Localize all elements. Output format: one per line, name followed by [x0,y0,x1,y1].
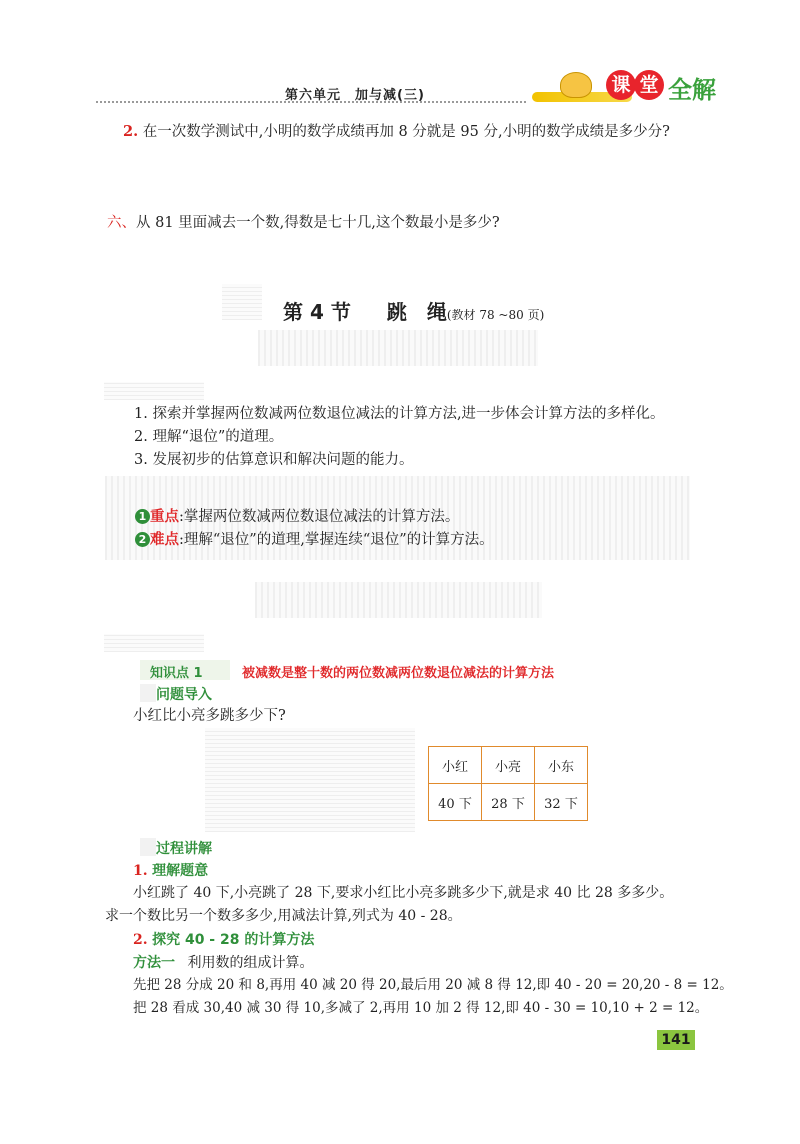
table-cell: 32 下 [535,784,588,821]
intro-heading: 问题导入 [156,687,212,703]
logo-char-2: 堂 [634,70,664,100]
method-1-label: 方法一 [133,955,175,971]
goal-1 [134,404,665,424]
method-2-line: 把 28 看成 30,40 减 30 得 10,多减了 2,再用 10 加 2 得 12,即 40 - 30 = 10,10 + 2 = 12。 [133,1000,709,1016]
step-1-title: 理解题意 [152,863,209,879]
textbook-reference: (教材 78 ~80 页) [446,308,545,322]
data-table-wrapper [428,746,588,821]
keypoint-1-badge: 1 [135,509,150,524]
question-6-text: 从 81 里面减去一个数,得数是七十几,这个数最小是多少? [136,215,500,231]
step-1-line-1: 小红跳了 40 下,小亮跳了 28 下,要求小红比小亮多跳多少下,就是求 40 比 28 多多少。 [133,885,674,901]
table-header-cell: 小红 [429,747,482,784]
goal-3-text: 发展初步的估算意识和解决问题的能力。 [152,452,414,468]
method-1-desc: 利用数的组成计算。 [187,955,314,971]
keypoint-1-text: :掌握两位数减两位数退位减法的计算方法。 [179,509,460,525]
keypoint-2-badge: 2 [135,532,150,547]
section-title [283,296,544,325]
goal-2 [134,427,283,447]
method-1-line: 先把 28 分成 20 和 8,再用 40 减 20 得 20,最后用 20 减 8 得 12,即 40 - 20 = 20,20 - 8 = 12。 [133,977,733,993]
table-cell: 40 下 [429,784,482,821]
section-title-decoration [222,284,262,320]
step-1-heading [133,860,208,880]
section-name: 跳 绳 [386,300,447,324]
knowledge-point-title: 被减数是整十数的两位数减两位数退位减法的计算方法 [242,666,555,681]
table-header-cell: 小亮 [482,747,535,784]
goal-1-number: 1. [134,406,148,422]
header-divider [96,101,526,103]
faded-label-2 [104,634,204,652]
step-1-number: 1. [133,863,148,879]
question-6 [107,213,500,233]
step-2-title: 探究 40 - 28 的计算方法 [152,932,315,948]
table-cell: 28 下 [482,784,535,821]
keypoint-2-label: 难点 [150,532,179,548]
jump-rope-illustration [205,728,415,832]
data-table [428,746,588,821]
process-heading: 过程讲解 [156,841,212,857]
goal-3 [134,450,413,470]
knowledge-point-label: 知识点 1 [150,666,203,681]
logo-char-1: 课 [606,70,636,100]
process-marker [140,838,156,856]
keypoint-2-text: :理解“退位”的道理,掌握连续“退位”的计算方法。 [179,532,494,548]
goal-1-text: 探索并掌握两位数减两位数退位减法的计算方法,进一步体会计算方法的多样化。 [152,406,665,422]
method-1 [133,952,313,972]
keypoint-1 [135,507,459,527]
question-6-number: 六、 [107,215,136,231]
faded-banner-2 [255,582,542,618]
brand-logo [530,70,720,106]
table-header-cell: 小东 [535,747,588,784]
logo-text: 全解 [668,76,716,104]
intro-question: 小红比小亮多跳多少下? [133,708,286,724]
goal-3-number: 3. [134,452,148,468]
unit-title: 第六单元 加与减(三) [285,88,425,103]
goal-2-number: 2. [134,429,148,445]
goal-2-text: 理解“退位”的道理。 [152,429,284,445]
step-1-line-2: 求一个数比另一个数多多少,用减法计算,列式为 40 - 28。 [105,908,462,924]
question-2-number: 2. [123,123,139,140]
keypoint-2 [135,530,494,550]
question-2 [123,122,670,142]
step-2-number: 2. [133,932,148,948]
goals-label-faded [104,382,204,400]
table-row [429,784,588,821]
intro-marker [140,684,156,702]
section-number: 第 4 节 [283,300,351,324]
question-2-text: 在一次数学测试中,小明的数学成绩再加 8 分就是 95 分,小明的数学成绩是多少分? [142,124,670,140]
table-header-row [429,747,588,784]
keypoint-1-label: 重点 [150,509,179,525]
step-2-heading [133,929,314,949]
page-number: 141 [657,1030,695,1050]
bear-icon [560,72,592,98]
faded-banner [258,330,538,366]
